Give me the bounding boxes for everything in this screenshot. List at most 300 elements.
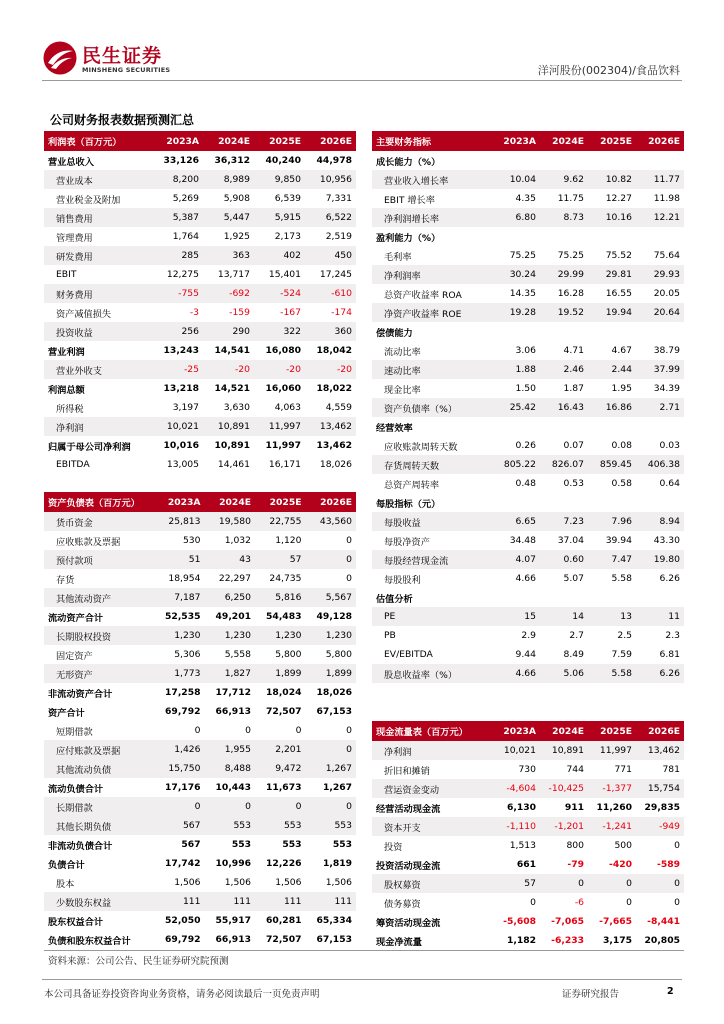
value-cell: 859.45 (588, 455, 636, 474)
value-cell: 553 (282, 839, 302, 850)
row-label: PE (372, 607, 492, 626)
table-row (372, 626, 684, 645)
value-cell: 553 (332, 839, 352, 850)
value-cell: 1.50 (515, 383, 536, 394)
value-cell: 781 (662, 764, 680, 775)
value-cell: 4.35 (515, 193, 536, 204)
value-cell: 111 (154, 892, 205, 911)
value-cell: 6,539 (274, 193, 301, 204)
value-cell: 7.59 (611, 649, 632, 660)
table-row (44, 607, 356, 626)
value-cell: 10,891 (540, 741, 588, 760)
table-row (44, 930, 356, 949)
value-cell: 363 (203, 246, 254, 265)
table-row (44, 170, 356, 189)
value-cell (636, 417, 684, 436)
table-header-row (372, 131, 684, 151)
value-cell: 19,580 (205, 512, 256, 531)
value-cell: 500 (614, 840, 632, 851)
value-cell: 57 (492, 874, 540, 893)
table-row (372, 607, 684, 626)
balance-sheet-table (44, 492, 356, 949)
value-cell (588, 227, 636, 246)
value-cell: 37.04 (557, 535, 584, 546)
value-cell (540, 493, 588, 512)
table-row (372, 151, 684, 170)
value-cell: 19.28 (492, 303, 540, 322)
value-cell: 0.48 (515, 478, 536, 489)
value-cell: 18,026 (316, 687, 352, 698)
value-cell: 5,567 (306, 588, 357, 607)
table-row (372, 284, 684, 303)
value-cell: 13,462 (636, 741, 684, 760)
row-label: 股息收益率（%） (372, 664, 492, 683)
value-cell: 5,816 (255, 588, 306, 607)
value-cell: -20 (203, 360, 254, 379)
value-cell: 567 (181, 839, 201, 850)
value-cell: 49,201 (215, 611, 251, 622)
value-cell: 19.94 (588, 303, 636, 322)
value-cell (492, 417, 540, 436)
value-cell: 322 (254, 322, 305, 341)
row-label: 股本 (56, 878, 75, 890)
value-cell: 12.21 (636, 208, 684, 227)
value-cell: 13,005 (166, 459, 199, 470)
table-row (372, 893, 684, 912)
row-label: 盈利能力（%） (376, 232, 441, 244)
table-title-cell: 利润表（百万元） (44, 131, 152, 151)
value-cell: 5,387 (152, 208, 203, 227)
row-label: 存货 (56, 574, 75, 586)
row-label: 资产合计 (48, 707, 85, 719)
table-row (44, 588, 356, 607)
value-cell: 0 (306, 797, 357, 816)
row-label: 短期借款 (56, 726, 93, 738)
value-cell: 360 (305, 322, 356, 341)
page-number: 2 (667, 986, 674, 997)
value-cell: 0 (245, 725, 251, 736)
value-cell: 5,915 (254, 208, 305, 227)
value-cell: 0 (346, 573, 352, 584)
row-label: 毛利率 (384, 251, 412, 263)
row-label: 投资 (384, 841, 403, 853)
value-cell: 0 (346, 535, 352, 546)
value-cell: 553 (231, 839, 251, 850)
value-cell: 1,506 (325, 877, 352, 888)
table-row (372, 912, 684, 931)
table-title-cell: 主要财务指标 (372, 131, 492, 151)
row-label: 所得税 (56, 403, 84, 415)
row-label: 货币资金 (44, 512, 154, 531)
value-cell: -79 (567, 859, 584, 870)
table-row (372, 741, 684, 760)
value-cell (492, 493, 540, 512)
value-cell: 54,483 (266, 611, 302, 622)
value-cell: 1,230 (306, 626, 357, 645)
value-cell: 1,764 (172, 231, 199, 242)
table-row (372, 664, 684, 683)
value-cell (636, 588, 684, 607)
value-cell: -7,065 (551, 916, 584, 927)
value-cell: 12,226 (266, 858, 302, 869)
year-header-cell: 2023A (152, 131, 203, 151)
header-divider (42, 80, 682, 81)
minsheng-logo-icon (42, 40, 78, 76)
value-cell: 18,954 (168, 573, 201, 584)
table-row (372, 170, 684, 189)
value-cell: 10,021 (152, 417, 203, 436)
table-title-cell: 资产负债表（百万元） (44, 492, 154, 512)
row-label: 财务费用 (44, 284, 152, 303)
value-cell: 2,519 (325, 231, 352, 242)
value-cell (492, 322, 540, 341)
value-cell: 0.08 (611, 440, 632, 451)
value-cell: 29.99 (540, 265, 588, 284)
value-cell: -1,201 (540, 817, 588, 836)
row-label: 流动比率 (384, 346, 421, 358)
table-row (44, 664, 356, 683)
value-cell: -167 (280, 307, 301, 318)
value-cell: 406.38 (636, 455, 684, 474)
value-cell: 10,956 (305, 170, 356, 189)
value-cell: 1,506 (224, 877, 251, 888)
value-cell (636, 322, 684, 341)
table-row (372, 246, 684, 265)
value-cell: 3,175 (602, 935, 632, 946)
row-label: 总资产周转率 (384, 479, 440, 491)
table-row (372, 531, 684, 550)
row-label: 流动资产合计 (48, 612, 104, 624)
value-cell: 8.94 (636, 512, 684, 531)
value-cell (636, 151, 684, 170)
value-cell: 1.95 (611, 383, 632, 394)
value-cell: 1,506 (275, 877, 302, 888)
table-row (372, 417, 684, 436)
row-label: 其他流动负债 (44, 759, 154, 778)
cash-flow-table (372, 721, 684, 950)
value-cell: 17,712 (215, 687, 251, 698)
table-row (372, 189, 684, 208)
table-row (44, 455, 356, 474)
value-cell (492, 227, 540, 246)
table-row (372, 874, 684, 893)
value-cell: 0 (530, 897, 536, 908)
table-row (44, 759, 356, 778)
value-cell: 744 (566, 764, 584, 775)
value-cell: 7.23 (540, 512, 588, 531)
value-cell: 0 (626, 897, 632, 908)
year-header-cell: 2024E (540, 721, 588, 741)
table-row (372, 322, 684, 341)
value-cell: 5,269 (172, 193, 199, 204)
footer-divider (42, 979, 682, 980)
year-header-cell: 2023A (154, 492, 205, 512)
row-label: 每股经营现金流 (372, 550, 492, 569)
value-cell: -610 (305, 284, 356, 303)
value-cell: 13,462 (316, 440, 352, 451)
value-cell: 19.80 (636, 550, 684, 569)
value-cell: 1,827 (205, 664, 256, 683)
value-cell: 0 (346, 725, 352, 736)
year-header-cell: 2024E (205, 492, 256, 512)
table-row (372, 303, 684, 322)
row-label: 投资活动现金流 (376, 860, 441, 872)
value-cell: 0 (306, 550, 357, 569)
value-cell: 9,850 (254, 170, 305, 189)
value-cell: 6,522 (305, 208, 356, 227)
value-cell (636, 227, 684, 246)
row-label: 预付款项 (44, 550, 154, 569)
row-label: 资本开支 (372, 817, 492, 836)
table-row (372, 645, 684, 664)
value-cell: 1,899 (255, 664, 306, 683)
value-cell: 8,989 (203, 170, 254, 189)
table-row (372, 798, 684, 817)
footer-report-type: 证券研究报告 (562, 989, 620, 1000)
value-cell: 14 (540, 607, 588, 626)
value-cell: 14.35 (509, 288, 536, 299)
value-cell: 0.53 (563, 478, 584, 489)
table-row (44, 740, 356, 759)
value-cell: 2.5 (617, 630, 632, 641)
value-cell: 24,735 (269, 573, 302, 584)
table-row (372, 836, 684, 855)
row-label: 非流动负债合计 (48, 840, 113, 852)
value-cell: 38.79 (653, 345, 680, 356)
page-header (0, 0, 724, 84)
table-row (44, 816, 356, 835)
row-label: 长期借款 (44, 797, 154, 816)
value-cell: 9,472 (255, 759, 306, 778)
row-label: 每股收益 (372, 512, 492, 531)
value-cell: 16,080 (265, 345, 301, 356)
value-cell: 2.3 (665, 630, 680, 641)
value-cell: 1,773 (154, 664, 205, 683)
value-cell: 20.64 (636, 303, 684, 322)
table-row (44, 721, 356, 740)
value-cell (492, 151, 540, 170)
value-cell: 34.48 (509, 535, 536, 546)
value-cell: 29.93 (636, 265, 684, 284)
row-label: 净利润率 (372, 265, 492, 284)
value-cell: 44,978 (316, 155, 352, 166)
value-cell: 75.64 (653, 250, 680, 261)
value-cell: 0.60 (540, 550, 588, 569)
value-cell: 52,535 (165, 611, 201, 622)
table-row (372, 360, 684, 379)
value-cell: 0 (674, 897, 680, 908)
table-row (372, 398, 684, 417)
table-row (372, 227, 684, 246)
value-cell: 1,230 (255, 626, 306, 645)
value-cell: -4,604 (492, 779, 540, 798)
value-cell: 0.07 (563, 440, 584, 451)
value-cell: 1,032 (224, 535, 251, 546)
value-cell: 6,130 (506, 802, 536, 813)
table-row (372, 931, 684, 950)
value-cell: 75.25 (557, 250, 584, 261)
value-cell: 5.58 (588, 664, 636, 683)
value-cell: 4,559 (325, 402, 352, 413)
value-cell: 15 (492, 607, 540, 626)
value-cell: -6 (574, 897, 584, 908)
value-cell: 1,426 (154, 740, 205, 759)
row-label: 经营效率 (376, 422, 413, 434)
row-label: 无形资产 (44, 664, 154, 683)
row-label: EV/EBITDA (384, 649, 433, 660)
value-cell: 11 (636, 607, 684, 626)
row-label: 营业外收支 (44, 360, 152, 379)
value-cell: 5,800 (325, 649, 352, 660)
row-label: EBIT (56, 269, 77, 280)
table-row (44, 208, 356, 227)
value-cell: 39.94 (605, 535, 632, 546)
year-header-cell: 2026E (636, 131, 684, 151)
value-cell: 553 (205, 816, 256, 835)
stock-reference: 洋河股份(002304)/食品饮料 (537, 64, 680, 77)
value-cell (588, 493, 636, 512)
value-cell: 4.07 (492, 550, 540, 569)
value-cell: 7.47 (588, 550, 636, 569)
table-row (44, 683, 356, 702)
value-cell: -755 (152, 284, 203, 303)
value-cell: -949 (636, 817, 684, 836)
value-cell: 55,917 (215, 915, 251, 926)
value-cell: 3.06 (515, 345, 536, 356)
row-label: 应付账款及票据 (44, 740, 154, 759)
financial-ratios-table (372, 131, 684, 683)
value-cell: 0.64 (659, 478, 680, 489)
value-cell: 0 (205, 797, 256, 816)
value-cell: 2.44 (588, 360, 636, 379)
row-label: 净利润增长率 (372, 208, 492, 227)
value-cell: 7,331 (325, 193, 352, 204)
value-cell: -174 (331, 307, 352, 318)
row-label: 研发费用 (44, 246, 152, 265)
value-cell: -5,608 (503, 916, 536, 927)
value-cell: -589 (657, 859, 680, 870)
value-cell: 5.58 (611, 573, 632, 584)
row-label: 折旧和摊销 (384, 765, 430, 777)
value-cell: 0 (674, 840, 680, 851)
value-cell: 30.24 (492, 265, 540, 284)
source-divider (44, 950, 684, 951)
value-cell: 0.58 (611, 478, 632, 489)
value-cell: 10,996 (215, 858, 251, 869)
year-header-cell: 2026E (636, 721, 684, 741)
income-statement-table (44, 131, 356, 474)
value-cell: 43.30 (653, 535, 680, 546)
value-cell: 11,997 (588, 741, 636, 760)
value-cell: 11.77 (636, 170, 684, 189)
value-cell: 0 (295, 725, 302, 736)
section-title: 公司财务报表数据预测汇总 (50, 113, 195, 127)
value-cell: 1,120 (275, 535, 302, 546)
value-cell: 4.66 (515, 573, 536, 584)
year-header-cell: 2023A (492, 721, 540, 741)
year-header-cell: 2025E (255, 492, 306, 512)
row-label: 存货周转天数 (372, 455, 492, 474)
value-cell: -692 (203, 284, 254, 303)
value-cell: 553 (255, 816, 306, 835)
value-cell: 6,250 (205, 588, 256, 607)
value-cell: 16.43 (540, 398, 588, 417)
value-cell: 65,334 (316, 915, 352, 926)
row-label: 销售费用 (44, 208, 152, 227)
value-cell: 52,050 (165, 915, 201, 926)
value-cell: 57 (255, 550, 306, 569)
value-cell: 10,016 (163, 440, 199, 451)
table-row (44, 550, 356, 569)
value-cell: 13,462 (305, 417, 356, 436)
value-cell (588, 417, 636, 436)
value-cell: 9.62 (540, 170, 588, 189)
value-cell: 0 (636, 874, 684, 893)
value-cell: 5,800 (275, 649, 302, 660)
year-header-cell: 2025E (254, 131, 305, 151)
value-cell: 4.71 (563, 345, 584, 356)
year-header-cell: 2025E (588, 131, 636, 151)
row-label: PB (384, 630, 396, 641)
data-source-note: 资料来源：公司公告、民生证券研究院预测 (48, 956, 229, 967)
table-row (372, 512, 684, 531)
table-row (372, 341, 684, 360)
table-row (44, 778, 356, 797)
table-row (44, 512, 356, 531)
value-cell: 1,267 (306, 759, 357, 778)
value-cell: 5,447 (203, 208, 254, 227)
row-label: 资产负债率（%） (372, 398, 492, 417)
value-cell: 7,187 (154, 588, 205, 607)
value-cell: -420 (609, 859, 632, 870)
value-cell: 12,275 (166, 269, 199, 280)
row-label: EBIT 增长率 (384, 194, 435, 206)
value-cell: 285 (152, 246, 203, 265)
table-row (44, 151, 356, 170)
row-label: 其他长期负债 (44, 816, 154, 835)
value-cell (588, 322, 636, 341)
value-cell: 33,126 (163, 155, 199, 166)
row-label: 净利润 (372, 741, 492, 760)
value-cell: 18,022 (316, 383, 352, 394)
value-cell: 12.27 (605, 193, 632, 204)
value-cell: 10.04 (492, 170, 540, 189)
row-label: 每股股利 (384, 574, 421, 586)
value-cell: 18,042 (316, 345, 352, 356)
value-cell: 1,513 (509, 840, 536, 851)
value-cell: 6.26 (636, 664, 684, 683)
table-row (372, 436, 684, 455)
table-row (44, 379, 356, 398)
value-cell: 25,813 (154, 512, 205, 531)
value-cell: 11,997 (254, 417, 305, 436)
row-label: 总资产收益率 ROA (384, 289, 462, 301)
value-cell: 1,267 (322, 782, 352, 793)
value-cell: 67,153 (316, 934, 352, 945)
value-cell: 0 (306, 740, 357, 759)
table-row (372, 760, 684, 779)
table-row (372, 779, 684, 798)
value-cell: 13 (588, 607, 636, 626)
value-cell: 19.52 (540, 303, 588, 322)
year-header-cell: 2024E (540, 131, 588, 151)
value-cell: 13,218 (163, 383, 199, 394)
table-row (44, 854, 356, 873)
value-cell: 69,792 (165, 706, 201, 717)
table-row (44, 417, 356, 436)
value-cell: 1,230 (154, 626, 205, 645)
value-cell: 5.07 (563, 573, 584, 584)
